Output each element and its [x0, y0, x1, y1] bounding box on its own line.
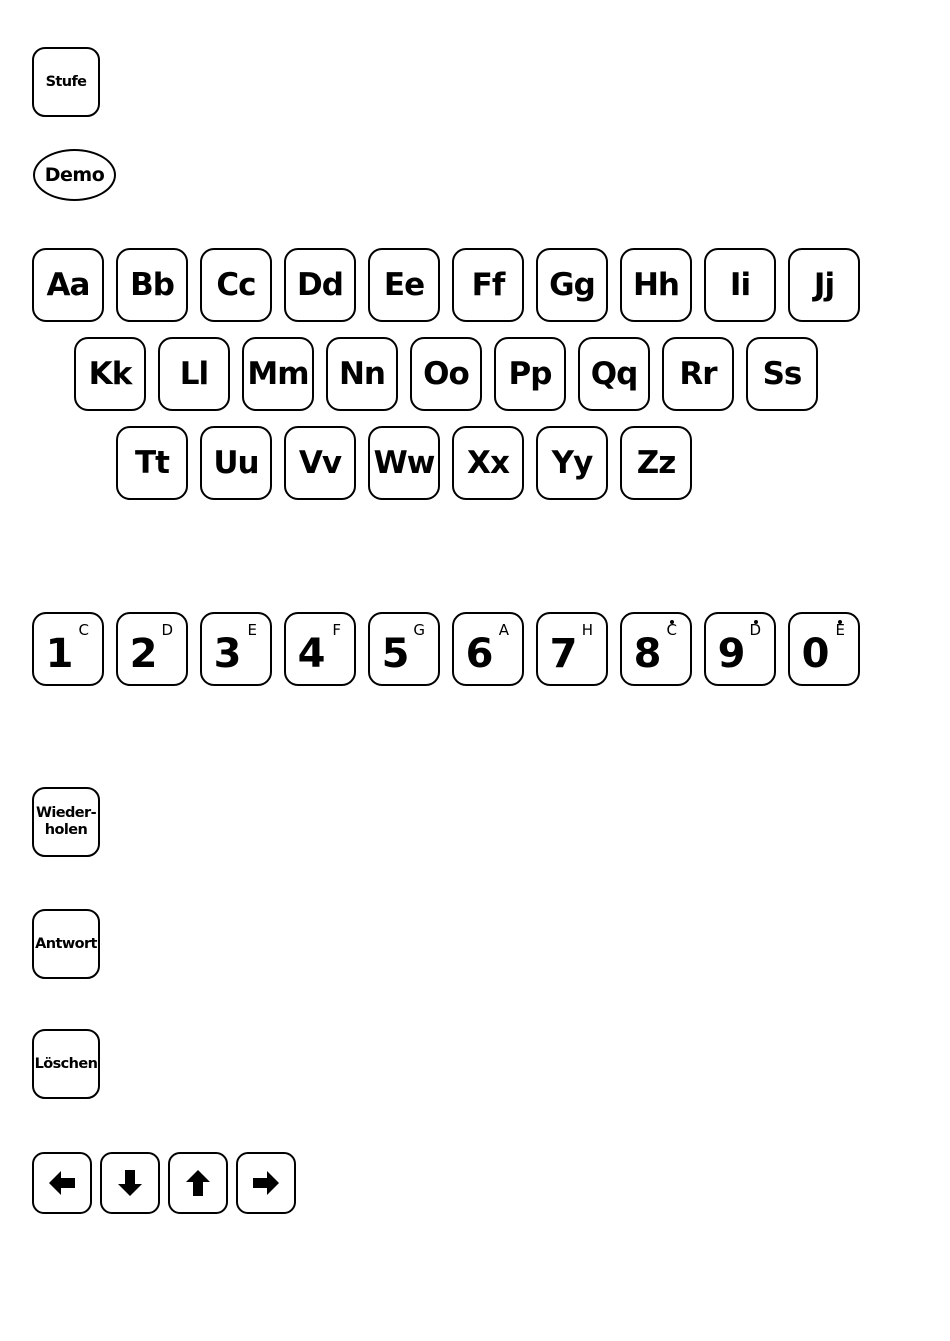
key-2[interactable] [116, 612, 188, 686]
key-3[interactable] [200, 612, 272, 686]
key-t[interactable] [116, 426, 188, 500]
key-label: Dd [297, 266, 343, 303]
key-x[interactable] [452, 426, 524, 500]
key-label: Gg [549, 266, 595, 303]
down-arrow-button[interactable] [100, 1152, 160, 1214]
key-digit: 9 [717, 631, 745, 677]
note-label: H [581, 621, 593, 639]
key-label: Mm [247, 355, 309, 392]
key-s[interactable] [746, 337, 818, 411]
key-label: Uu [213, 444, 259, 481]
stufe-label: Stufe [45, 73, 87, 90]
key-label: Vv [298, 444, 342, 481]
down-arrow-icon [114, 1167, 146, 1199]
key-label: Hh [632, 266, 679, 303]
wiederholen-label-line2: holen [44, 822, 88, 838]
key-digit: 6 [465, 631, 493, 677]
note-label: E [835, 621, 845, 639]
key-r[interactable] [662, 337, 734, 411]
key-label: Cc [216, 266, 256, 303]
key-1[interactable] [32, 612, 104, 686]
key-digit: 1 [45, 631, 73, 677]
key-label: Yy [551, 444, 593, 481]
key-label: Tt [135, 444, 169, 481]
demo-button[interactable] [33, 149, 116, 201]
key-7[interactable] [536, 612, 608, 686]
demo-label: Demo [44, 164, 105, 186]
key-j[interactable] [788, 248, 860, 322]
key-e[interactable] [368, 248, 440, 322]
key-label: Jj [813, 266, 835, 303]
key-digit: 2 [129, 631, 157, 677]
key-w[interactable] [368, 426, 440, 500]
note-label: G [413, 621, 425, 639]
key-label: Pp [508, 355, 552, 392]
key-b[interactable] [116, 248, 188, 322]
key-8[interactable] [620, 612, 692, 686]
key-h[interactable] [620, 248, 692, 322]
key-z[interactable] [620, 426, 692, 500]
note-label: C [78, 621, 89, 639]
key-f[interactable] [452, 248, 524, 322]
note-label: C [666, 621, 677, 639]
stufe-button[interactable] [32, 47, 100, 117]
key-9[interactable] [704, 612, 776, 686]
note-label: F [332, 621, 341, 639]
key-label: Xx [467, 444, 509, 481]
antwort-button[interactable] [32, 909, 100, 979]
key-a[interactable] [32, 248, 104, 322]
key-m[interactable] [242, 337, 314, 411]
key-digit: 0 [801, 631, 829, 677]
right-arrow-icon [250, 1167, 282, 1199]
key-v[interactable] [284, 426, 356, 500]
up-arrow-icon [182, 1167, 214, 1199]
key-4[interactable] [284, 612, 356, 686]
key-g[interactable] [536, 248, 608, 322]
key-5[interactable] [368, 612, 440, 686]
antwort-label: Antwort [35, 935, 97, 952]
key-label: Ff [471, 266, 505, 303]
key-label: Ii [729, 266, 751, 303]
key-label: Rr [679, 355, 717, 392]
key-label: Kk [88, 355, 132, 392]
key-label: Qq [590, 355, 638, 392]
wiederholen-button[interactable] [32, 787, 100, 857]
wiederholen-label-line1: Wieder- [36, 805, 96, 822]
key-n[interactable] [326, 337, 398, 411]
key-digit: 3 [213, 631, 241, 677]
key-y[interactable] [536, 426, 608, 500]
loeschen-button[interactable] [32, 1029, 100, 1099]
key-label: Ww [373, 444, 435, 481]
key-u[interactable] [200, 426, 272, 500]
key-label: Zz [636, 444, 676, 481]
key-d[interactable] [284, 248, 356, 322]
up-arrow-button[interactable] [168, 1152, 228, 1214]
key-label: Nn [338, 355, 385, 392]
key-label: Ll [179, 355, 209, 392]
key-c[interactable] [200, 248, 272, 322]
key-label: Oo [423, 355, 469, 392]
key-digit: 7 [549, 631, 577, 677]
left-arrow-icon [46, 1167, 78, 1199]
key-label: Ss [762, 355, 802, 392]
key-digit: 8 [633, 631, 661, 677]
note-label: A [498, 621, 509, 639]
left-arrow-button[interactable] [32, 1152, 92, 1214]
key-l[interactable] [158, 337, 230, 411]
key-q[interactable] [578, 337, 650, 411]
key-p[interactable] [494, 337, 566, 411]
key-k[interactable] [74, 337, 146, 411]
note-label: E [247, 621, 257, 639]
key-label: Bb [130, 266, 174, 303]
key-digit: 5 [381, 631, 409, 677]
key-digit: 4 [297, 631, 325, 677]
key-0[interactable] [788, 612, 860, 686]
key-o[interactable] [410, 337, 482, 411]
key-i[interactable] [704, 248, 776, 322]
note-label: D [161, 621, 173, 639]
note-label: D [749, 621, 761, 639]
key-label: Aa [46, 266, 90, 303]
key-label: Ee [383, 266, 425, 303]
right-arrow-button[interactable] [236, 1152, 296, 1214]
key-6[interactable] [452, 612, 524, 686]
loeschen-label: Löschen [34, 1055, 98, 1072]
